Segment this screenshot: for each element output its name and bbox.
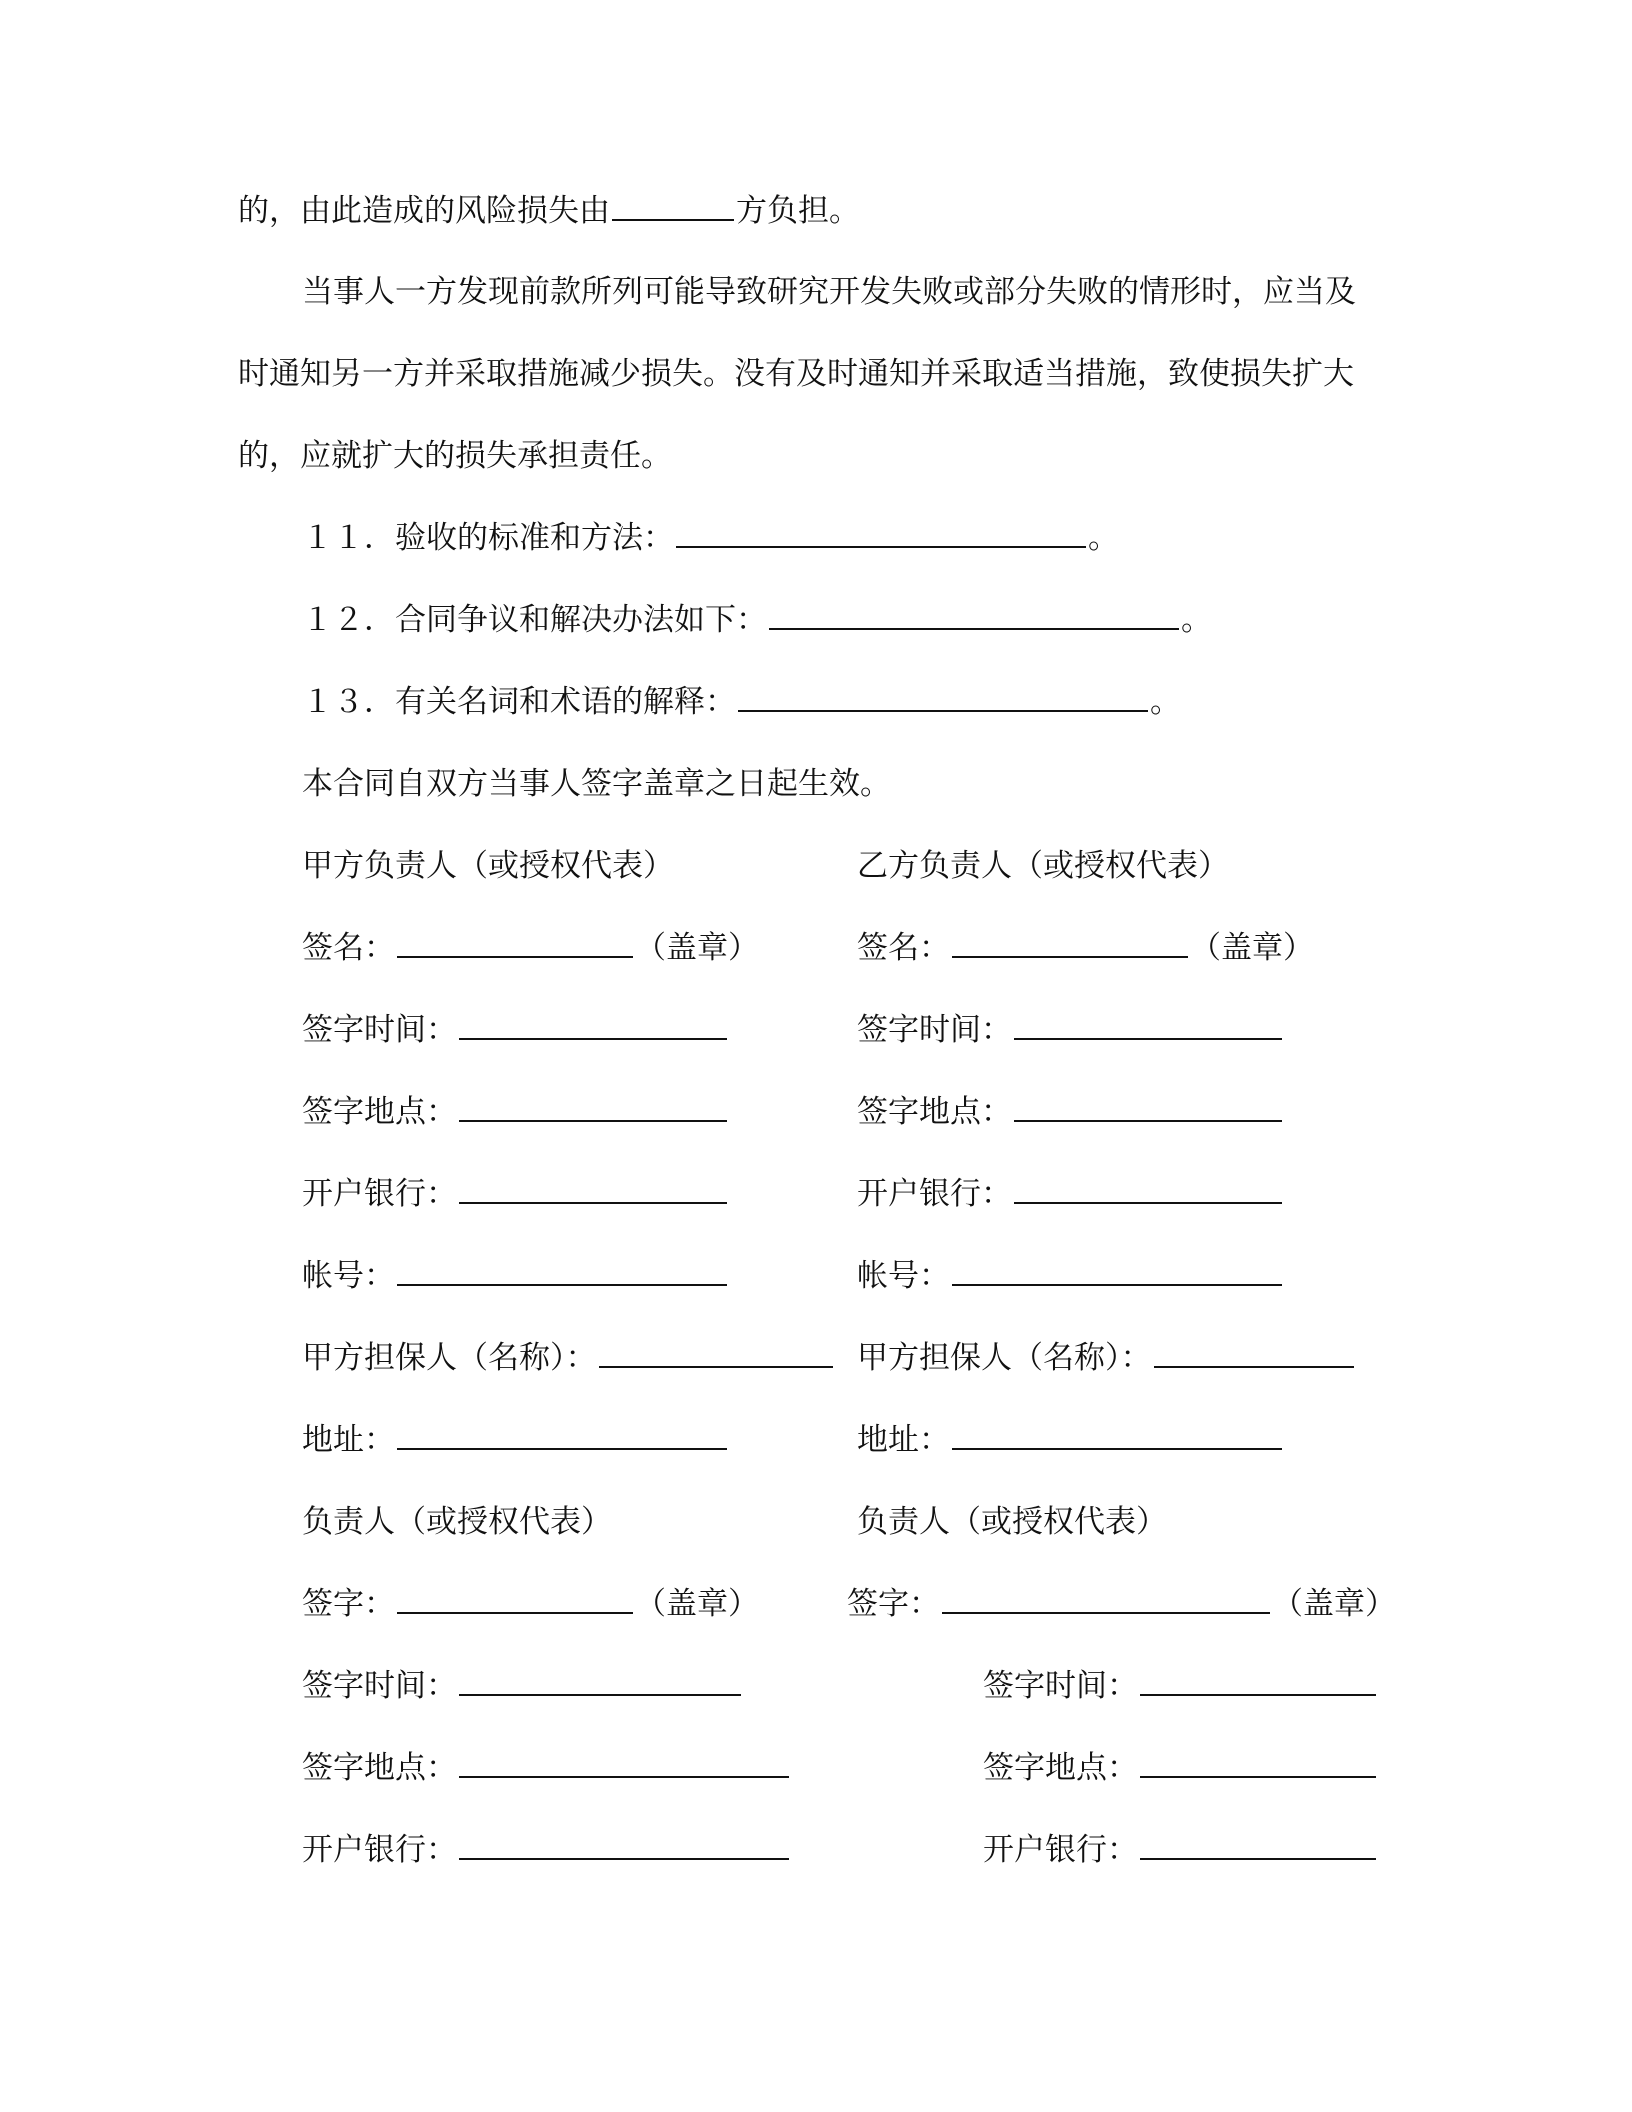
risk-text-after: 方负担。	[736, 193, 860, 229]
seal-label: （盖章）	[1272, 1586, 1396, 1622]
party-a-bank	[302, 1171, 729, 1217]
account-label: 帐号：	[302, 1258, 395, 1294]
guarantor-b-sign	[847, 1581, 1396, 1627]
paragraph-risk-line	[238, 188, 1388, 234]
address-label: 地址：	[302, 1422, 395, 1458]
party-a-sign-place	[302, 1089, 729, 1135]
guarantor-a-responsible: 负责人（或授权代表）	[302, 1504, 612, 1540]
guarantor-b-address-blank[interactable]	[952, 1418, 1282, 1450]
party-a-place-blank[interactable]	[459, 1090, 727, 1122]
party-b-sign-time	[857, 1007, 1284, 1053]
paragraph-failure-line-2: 时通知另一方并采取措施减少损失。没有及时通知并采取适当措施，致使损失扩大	[238, 356, 1354, 392]
account-label: 帐号：	[857, 1258, 950, 1294]
item-11	[302, 515, 1119, 561]
address-label: 地址：	[857, 1422, 950, 1458]
party-b-sign-place	[857, 1089, 1284, 1135]
party-b-head: 乙方负责人（或授权代表）	[857, 848, 1229, 884]
party-b-bank-blank[interactable]	[1014, 1172, 1282, 1204]
guarantor-b-sign-time	[983, 1663, 1378, 1709]
item-12	[302, 597, 1212, 643]
guarantor-b-sign-place	[983, 1745, 1378, 1791]
effective-clause: 本合同自双方当事人签字盖章之日起生效。	[302, 766, 891, 802]
guarantor-b-sign-blank[interactable]	[942, 1582, 1270, 1614]
item-12-end: 。	[1181, 602, 1212, 638]
party-b-bank	[857, 1171, 1284, 1217]
seal-label: （盖章）	[635, 1586, 759, 1622]
guarantor-b-blank[interactable]	[1154, 1336, 1354, 1368]
party-b-sign-name	[857, 925, 1314, 971]
guarantor-a-sign-place	[302, 1745, 791, 1791]
party-a-head: 甲方负责人（或授权代表）	[302, 848, 674, 884]
party-b-name-blank[interactable]	[952, 926, 1188, 958]
sign-time-label: 签字时间：	[983, 1668, 1138, 1704]
guarantor-a	[302, 1335, 835, 1381]
party-a-sign-time	[302, 1007, 729, 1053]
sign-label: 签字：	[302, 1586, 395, 1622]
guarantor-a-bank	[302, 1827, 791, 1873]
paragraph-failure-line-1: 当事人一方发现前款所列可能导致研究开发失败或部分失败的情形时，应当及	[302, 274, 1356, 310]
sign-label: 签字：	[847, 1586, 940, 1622]
guarantor-b-label: 甲方担保人（名称）：	[857, 1340, 1152, 1376]
item-11-label: １１．验收的标准和方法：	[302, 520, 674, 556]
party-b-time-blank[interactable]	[1014, 1008, 1282, 1040]
bank-label: 开户银行：	[857, 1176, 1012, 1212]
guarantor-a-bank-blank[interactable]	[459, 1828, 789, 1860]
guarantor-a-blank[interactable]	[599, 1336, 833, 1368]
sign-name-label: 签名：	[302, 930, 395, 966]
bank-label: 开户银行：	[302, 1176, 457, 1212]
sign-time-label: 签字时间：	[302, 1668, 457, 1704]
risk-text-before: 的，由此造成的风险损失由	[238, 193, 610, 229]
party-b-account-blank[interactable]	[952, 1254, 1282, 1286]
item-13	[302, 679, 1181, 725]
paragraph-failure-line-3: 的，应就扩大的损失承担责任。	[238, 438, 672, 474]
party-a-name-blank[interactable]	[397, 926, 633, 958]
guarantor-a-address	[302, 1417, 729, 1463]
bank-label: 开户银行：	[983, 1832, 1138, 1868]
guarantor-a-time-blank[interactable]	[459, 1664, 741, 1696]
guarantor-b-time-blank[interactable]	[1140, 1664, 1376, 1696]
party-a-sign-name	[302, 925, 759, 971]
party-b-place-blank[interactable]	[1014, 1090, 1282, 1122]
terms-explanation-blank[interactable]	[738, 680, 1148, 712]
guarantor-a-place-blank[interactable]	[459, 1746, 789, 1778]
acceptance-standard-blank[interactable]	[676, 516, 1086, 548]
guarantor-b	[857, 1335, 1356, 1381]
guarantor-b-responsible: 负责人（或授权代表）	[857, 1504, 1167, 1540]
item-11-end: 。	[1088, 520, 1119, 556]
party-a-account	[302, 1253, 729, 1299]
sign-name-label: 签名：	[857, 930, 950, 966]
guarantor-a-sign-time	[302, 1663, 743, 1709]
guarantor-a-sign-blank[interactable]	[397, 1582, 633, 1614]
guarantor-a-sign	[302, 1581, 759, 1627]
bank-label: 开户银行：	[302, 1832, 457, 1868]
guarantor-a-address-blank[interactable]	[397, 1418, 727, 1450]
party-b-account	[857, 1253, 1284, 1299]
sign-time-label: 签字时间：	[857, 1012, 1012, 1048]
dispute-resolution-blank[interactable]	[769, 598, 1179, 630]
guarantor-b-address	[857, 1417, 1284, 1463]
sign-place-label: 签字地点：	[302, 1750, 457, 1786]
item-13-label: １３．有关名词和术语的解释：	[302, 684, 736, 720]
guarantor-b-bank	[983, 1827, 1378, 1873]
item-13-end: 。	[1150, 684, 1181, 720]
sign-place-label: 签字地点：	[857, 1094, 1012, 1130]
party-a-bank-blank[interactable]	[459, 1172, 727, 1204]
guarantor-b-place-blank[interactable]	[1140, 1746, 1376, 1778]
party-a-time-blank[interactable]	[459, 1008, 727, 1040]
party-a-account-blank[interactable]	[397, 1254, 727, 1286]
sign-place-label: 签字地点：	[983, 1750, 1138, 1786]
seal-label: （盖章）	[635, 930, 759, 966]
guarantor-a-label: 甲方担保人（名称）：	[302, 1340, 597, 1376]
sign-time-label: 签字时间：	[302, 1012, 457, 1048]
guarantor-b-bank-blank[interactable]	[1140, 1828, 1376, 1860]
sign-place-label: 签字地点：	[302, 1094, 457, 1130]
risk-party-blank[interactable]	[612, 189, 734, 221]
item-12-label: １２．合同争议和解决办法如下：	[302, 602, 767, 638]
seal-label: （盖章）	[1190, 930, 1314, 966]
